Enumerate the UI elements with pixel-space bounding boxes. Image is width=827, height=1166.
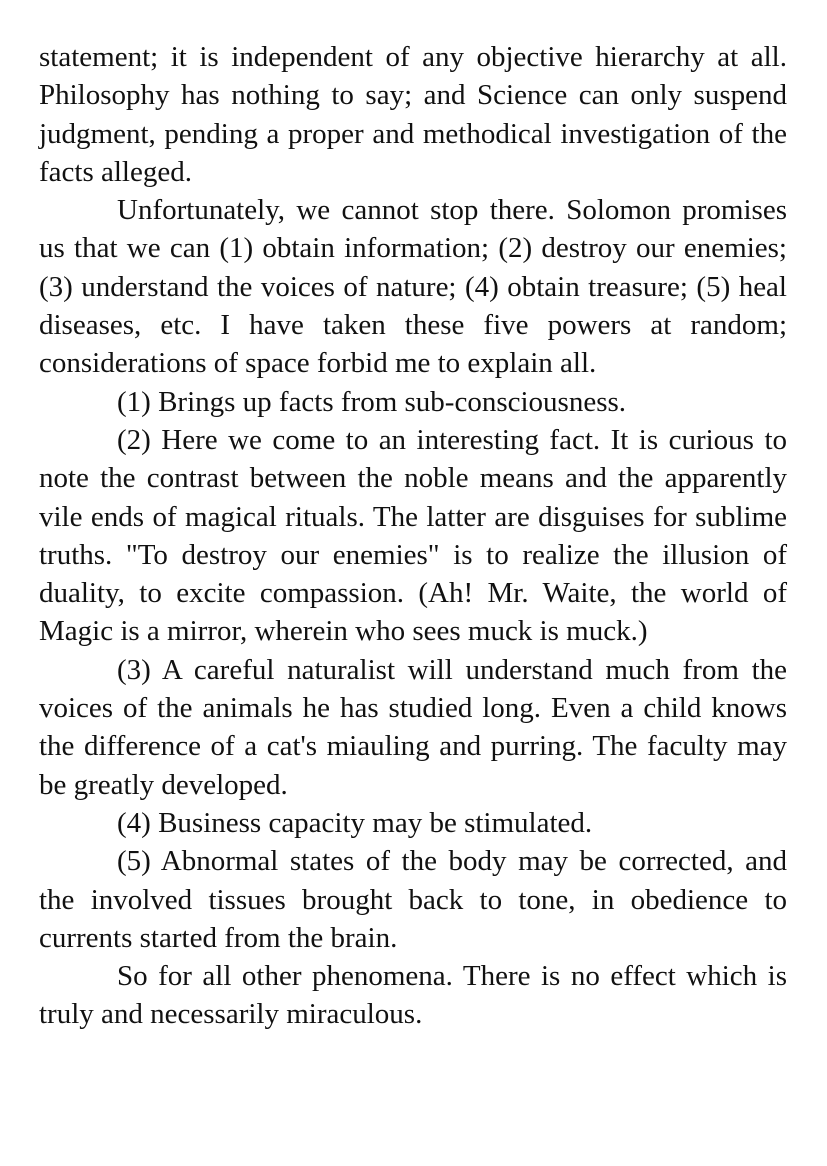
document-page xyxy=(39,38,787,1034)
paragraph-item-3: (3) A careful naturalist will understand much from the voices of the animals he has studied long. Even a child knows the difference of a cat's miauling and purring. The faculty may be greatly developed. xyxy=(39,653,787,801)
paragraph-item-1: (1) Brings up facts from sub-consciousness. xyxy=(117,385,627,418)
paragraph-item-4: (4) Business capacity may be stimulated. xyxy=(117,806,593,839)
paragraph-conclusion: So for all other phenomena. There is no effect which is truly and necessarily miraculous. xyxy=(39,960,787,1031)
paragraph-item-5: (5) Abnormal states of the body may be corrected, and the involved tissues brought back to tone, in obedience to currents started from the brain. xyxy=(39,845,787,954)
paragraph-solomon-promises: Unfortunately, we cannot stop there. Solomon promises us that we can (1) obtain information; (2) destroy our enemies; (3) understand the voices of nature; (4) obtain treasure; (5) heal diseases, etc. I have taken these five powers at random; considerations of space forbid me to explain all. xyxy=(39,194,787,380)
paragraph-continuation: statement; it is independent of any objective hierarchy at all. Philosophy has nothing to say; and Science can only suspend judgment, pending a proper and methodical investigation of the facts alleged. xyxy=(39,41,787,188)
paragraph-item-2: (2) Here we come to an interesting fact. It is curious to note the contrast between the noble means and the apparently vile ends of magical rituals. The latter are disguises for sublime truths. "To destroy our enemies" is to realize the illusion of duality, to excite compassion. (Ah! Mr. Waite, the world of Magic is a mirror, wherein who sees muck is muck.) xyxy=(39,423,787,648)
